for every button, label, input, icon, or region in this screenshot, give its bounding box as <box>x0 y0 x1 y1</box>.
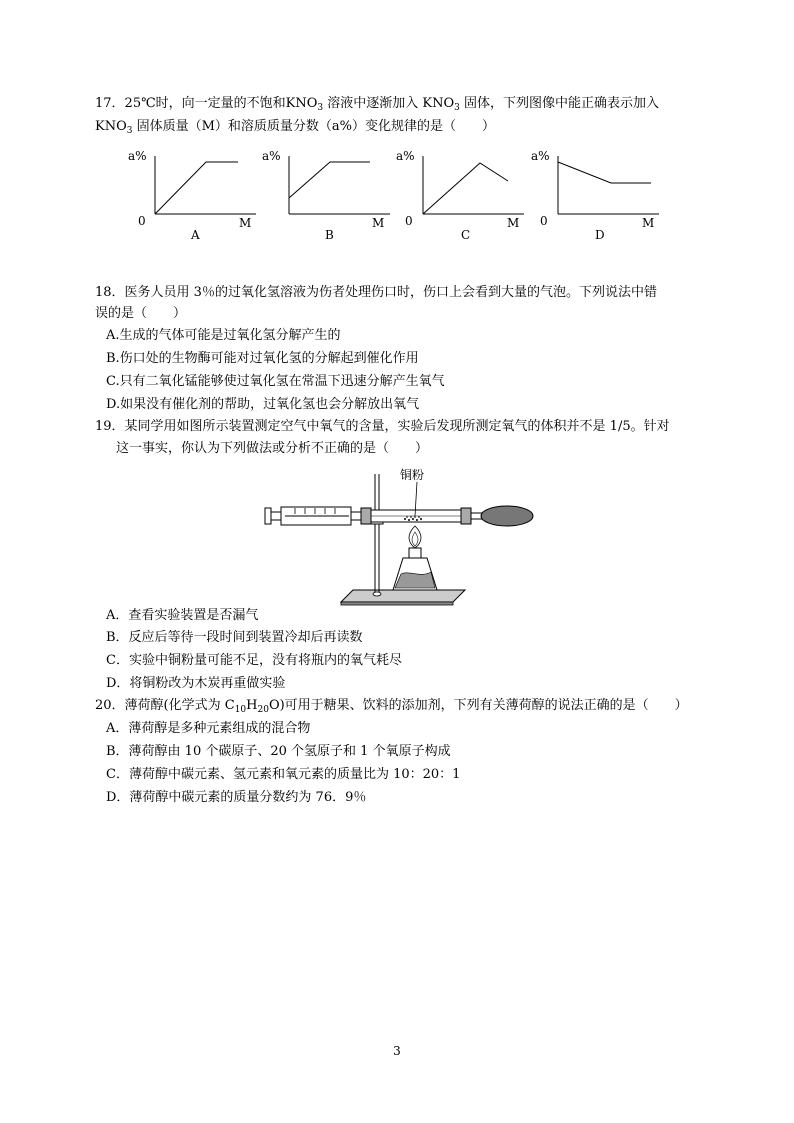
graph-a-origin: 0 <box>138 214 146 228</box>
graph-c-origin: 0 <box>405 214 413 228</box>
q18-stem-line2: 误的是（ ） <box>95 306 187 321</box>
graph-a-plot <box>128 146 263 226</box>
q20-option-b: B．薄荷醇由 10 个碳原子、20 个氢原子和 1 个氧原子构成 <box>106 744 451 759</box>
graph-a <box>128 146 258 241</box>
q18-option-d: D.如果没有催化剂的帮助，过氧化氢也会分解放出氧气 <box>106 397 420 412</box>
graph-c-ylabel: a% <box>396 149 415 163</box>
graph-d-origin: 0 <box>540 214 548 228</box>
graph-b-ylabel: a% <box>262 149 281 163</box>
q18-option-b: B.伤口处的生物酶可能对过氧化氢的分解起到催化作用 <box>106 351 419 366</box>
graph-b-xlabel: M <box>372 216 385 230</box>
graph-b-option: B <box>325 228 334 242</box>
graph-c-option: C <box>461 228 471 242</box>
graph-d <box>531 146 661 241</box>
q20-option-a: A．薄荷醇是多种元素组成的混合物 <box>106 721 311 736</box>
graph-a-ylabel: a% <box>128 149 147 163</box>
q17-stem-line1: 17．25℃时，向一定量的不饱和$KNO_3$ 溶液中逐渐加入 $KNO_3$ 固体，下列图像中能正确表示加入 <box>95 96 659 113</box>
q18-stem-line1: 18．医务人员用 3％的过氧化氢溶液为伤者处理伤口时，伤口上会看到大量的气泡。下列说法中错 <box>95 285 657 300</box>
graph-b <box>262 146 392 241</box>
graph-d-option: D <box>595 228 605 242</box>
apparatus-drawing <box>255 462 545 607</box>
q19-option-a: A．查看实验装置是否漏气 <box>106 608 259 623</box>
apparatus-figure <box>255 462 545 607</box>
graph-d-ylabel: a% <box>531 149 550 163</box>
q19-option-c: C．实验中铜粉量可能不足，没有将瓶内的氧气耗尽 <box>106 653 402 668</box>
q17-stem-line2: $KNO_3$ 固体质量（M）和溶质质量分数（a%）变化规律的是（ ） <box>95 119 496 136</box>
q19-stem-line2: 这一事实，你认为下列做法或分析不正确的是（ ） <box>116 441 429 456</box>
q19-stem-line1: 19．某同学用如图所示装置测定空气中氧气的含量，实验后发现所测定氧气的体积并不是 1/5。针对 <box>95 419 670 434</box>
q18-option-c: C.只有二氧化锰能够使过氧化氢在常温下迅速分解产生氧气 <box>106 374 445 389</box>
copper-powder-label: 铜粉 <box>400 468 425 482</box>
q20-stem: 20．薄荷醇(化学式为 $C_{10}H_{20}O$)可用于糖果、饮料的添加剂，下列有关薄荷醇的说法正确的是（ ） <box>95 698 688 715</box>
q20-option-c: C．薄荷醇中碳元素、氢元素和氧元素的质量比为 10：20：1 <box>106 767 461 782</box>
graph-c <box>396 146 526 241</box>
graph-b-plot <box>262 146 397 226</box>
q19-option-d: D．将铜粉改为木炭再重做实验 <box>106 676 286 691</box>
page-number: 3 <box>393 1044 401 1058</box>
q19-option-b: B．反应后等待一段时间到装置冷却后再读数 <box>106 630 363 645</box>
graph-a-option: A <box>191 228 200 242</box>
graph-a-xlabel: M <box>239 216 252 230</box>
q18-option-a: A.生成的气体可能是过氧化氢分解产生的 <box>106 328 341 343</box>
graph-c-xlabel: M <box>507 216 520 230</box>
q20-option-d: D．薄荷醇中碳元素的质量分数约为 76．9％ <box>106 790 367 805</box>
graph-d-plot <box>531 146 666 226</box>
graph-c-plot <box>396 146 531 226</box>
graph-d-xlabel: M <box>642 216 655 230</box>
